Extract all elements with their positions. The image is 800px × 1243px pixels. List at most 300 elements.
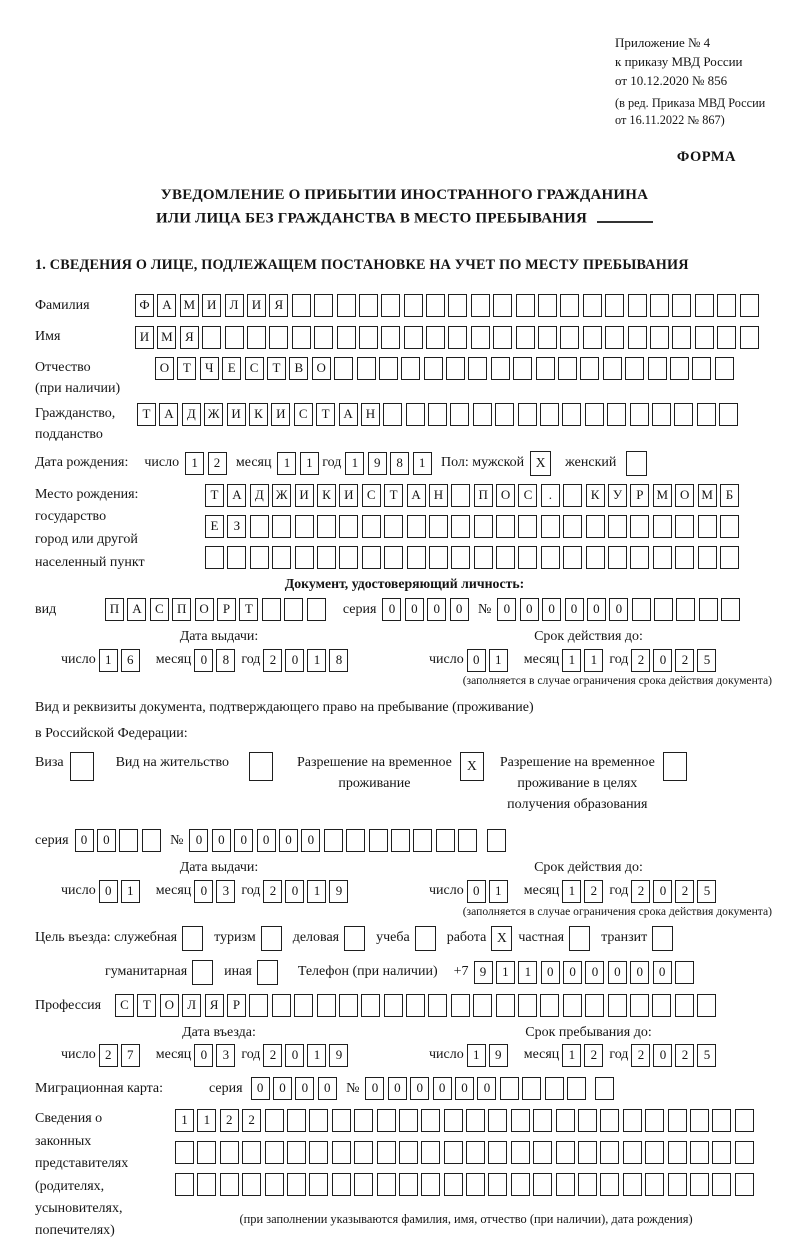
char-cell[interactable] <box>648 357 667 380</box>
char-cell[interactable] <box>556 1109 575 1132</box>
char-cell[interactable] <box>675 515 694 538</box>
char-cell[interactable]: 2 <box>263 649 282 672</box>
char-cell[interactable]: Т <box>384 484 403 507</box>
char-cell[interactable] <box>623 1109 642 1132</box>
char-cell[interactable]: 0 <box>410 1077 429 1100</box>
char-cell[interactable] <box>740 326 759 349</box>
char-cell[interactable]: Т <box>137 994 156 1017</box>
char-cell[interactable]: 1 <box>185 452 204 475</box>
char-cell[interactable] <box>287 1173 306 1196</box>
char-cell[interactable]: 0 <box>653 649 672 672</box>
char-cell[interactable] <box>600 1173 619 1196</box>
char-cell[interactable] <box>675 994 694 1017</box>
char-cell[interactable] <box>518 994 537 1017</box>
purpose-official-checkbox[interactable] <box>182 926 203 951</box>
char-cell[interactable] <box>533 1173 552 1196</box>
char-cell[interactable]: Н <box>429 484 448 507</box>
char-cell[interactable] <box>511 1173 530 1196</box>
char-cell[interactable] <box>712 1109 731 1132</box>
char-cell[interactable] <box>413 829 432 852</box>
char-cell[interactable]: К <box>249 403 268 426</box>
char-cell[interactable] <box>377 1141 396 1164</box>
char-cell[interactable] <box>491 357 510 380</box>
char-cell[interactable] <box>421 1109 440 1132</box>
char-cell[interactable] <box>468 357 487 380</box>
char-cell[interactable]: 1 <box>307 880 326 903</box>
char-cell[interactable]: 0 <box>450 598 469 621</box>
char-cell[interactable] <box>536 357 555 380</box>
char-cell[interactable]: 7 <box>121 1044 140 1067</box>
char-cell[interactable] <box>444 1141 463 1164</box>
char-cell[interactable] <box>324 829 343 852</box>
purpose-private-checkbox[interactable] <box>569 926 590 951</box>
char-cell[interactable]: 1 <box>307 649 326 672</box>
char-cell[interactable]: 1 <box>175 1109 194 1132</box>
char-cell[interactable] <box>426 294 445 317</box>
purpose-tourism-checkbox[interactable] <box>261 926 282 951</box>
char-cell[interactable] <box>563 546 582 569</box>
char-cell[interactable]: 1 <box>277 452 296 475</box>
char-cell[interactable]: 1 <box>121 880 140 903</box>
char-cell[interactable]: 2 <box>99 1044 118 1067</box>
char-cell[interactable] <box>541 515 560 538</box>
char-cell[interactable] <box>287 1109 306 1132</box>
char-cell[interactable] <box>466 1109 485 1132</box>
char-cell[interactable] <box>650 326 669 349</box>
char-cell[interactable] <box>540 994 559 1017</box>
char-cell[interactable]: И <box>247 294 266 317</box>
char-cell[interactable] <box>578 1109 597 1132</box>
char-cell[interactable]: И <box>271 403 290 426</box>
char-cell[interactable] <box>391 829 410 852</box>
char-cell[interactable] <box>309 1141 328 1164</box>
char-cell[interactable]: Е <box>222 357 241 380</box>
char-cell[interactable] <box>541 546 560 569</box>
char-cell[interactable]: 1 <box>496 961 515 984</box>
purpose-humanitarian-checkbox[interactable] <box>192 960 213 985</box>
char-cell[interactable] <box>675 546 694 569</box>
char-cell[interactable] <box>518 546 537 569</box>
char-cell[interactable]: М <box>180 294 199 317</box>
char-cell[interactable] <box>623 1173 642 1196</box>
char-cell[interactable]: П <box>172 598 191 621</box>
char-cell[interactable] <box>545 1077 564 1100</box>
char-cell[interactable] <box>407 546 426 569</box>
char-cell[interactable] <box>583 294 602 317</box>
char-cell[interactable]: Я <box>180 326 199 349</box>
char-cell[interactable] <box>444 1173 463 1196</box>
char-cell[interactable] <box>448 294 467 317</box>
char-cell[interactable] <box>645 1141 664 1164</box>
char-cell[interactable]: Р <box>227 994 246 1017</box>
char-cell[interactable]: И <box>202 294 221 317</box>
char-cell[interactable] <box>500 1077 519 1100</box>
char-cell[interactable]: Я <box>269 294 288 317</box>
char-cell[interactable]: 2 <box>631 649 650 672</box>
char-cell[interactable]: 0 <box>382 598 401 621</box>
char-cell[interactable] <box>119 829 138 852</box>
char-cell[interactable]: М <box>157 326 176 349</box>
char-cell[interactable]: 0 <box>587 598 606 621</box>
char-cell[interactable] <box>332 1141 351 1164</box>
char-cell[interactable] <box>522 1077 541 1100</box>
char-cell[interactable]: 0 <box>653 961 672 984</box>
char-cell[interactable]: 0 <box>365 1077 384 1100</box>
char-cell[interactable]: 2 <box>675 880 694 903</box>
char-cell[interactable] <box>317 546 336 569</box>
char-cell[interactable] <box>563 515 582 538</box>
char-cell[interactable] <box>583 326 602 349</box>
char-cell[interactable]: М <box>698 484 717 507</box>
char-cell[interactable] <box>357 357 376 380</box>
char-cell[interactable] <box>295 515 314 538</box>
char-cell[interactable] <box>513 357 532 380</box>
char-cell[interactable] <box>628 326 647 349</box>
char-cell[interactable] <box>202 326 221 349</box>
char-cell[interactable]: А <box>339 403 358 426</box>
char-cell[interactable] <box>421 1173 440 1196</box>
char-cell[interactable] <box>337 326 356 349</box>
char-cell[interactable] <box>334 357 353 380</box>
char-cell[interactable] <box>595 1077 614 1100</box>
char-cell[interactable] <box>493 326 512 349</box>
char-cell[interactable] <box>608 994 627 1017</box>
char-cell[interactable] <box>560 294 579 317</box>
char-cell[interactable]: 0 <box>194 649 213 672</box>
char-cell[interactable]: 0 <box>467 880 486 903</box>
char-cell[interactable] <box>428 403 447 426</box>
char-cell[interactable] <box>197 1141 216 1164</box>
char-cell[interactable]: 2 <box>584 1044 603 1067</box>
char-cell[interactable] <box>250 546 269 569</box>
char-cell[interactable]: Т <box>137 403 156 426</box>
char-cell[interactable]: С <box>362 484 381 507</box>
char-cell[interactable]: 2 <box>584 880 603 903</box>
char-cell[interactable] <box>451 484 470 507</box>
char-cell[interactable] <box>269 326 288 349</box>
char-cell[interactable] <box>538 294 557 317</box>
char-cell[interactable] <box>653 546 672 569</box>
char-cell[interactable]: 0 <box>212 829 231 852</box>
char-cell[interactable]: О <box>675 484 694 507</box>
char-cell[interactable] <box>429 546 448 569</box>
char-cell[interactable] <box>600 1109 619 1132</box>
char-cell[interactable] <box>426 326 445 349</box>
char-cell[interactable] <box>695 326 714 349</box>
char-cell[interactable]: Ф <box>135 294 154 317</box>
char-cell[interactable] <box>699 598 718 621</box>
char-cell[interactable] <box>580 357 599 380</box>
char-cell[interactable] <box>421 1141 440 1164</box>
char-cell[interactable]: 1 <box>489 649 508 672</box>
char-cell[interactable]: А <box>159 403 178 426</box>
char-cell[interactable]: С <box>518 484 537 507</box>
char-cell[interactable] <box>424 357 443 380</box>
char-cell[interactable]: 9 <box>368 452 387 475</box>
char-cell[interactable] <box>496 515 515 538</box>
char-cell[interactable] <box>175 1141 194 1164</box>
char-cell[interactable] <box>695 294 714 317</box>
char-cell[interactable] <box>608 515 627 538</box>
char-cell[interactable] <box>332 1173 351 1196</box>
char-cell[interactable] <box>720 515 739 538</box>
char-cell[interactable]: 0 <box>301 829 320 852</box>
char-cell[interactable]: 1 <box>562 649 581 672</box>
char-cell[interactable] <box>605 294 624 317</box>
char-cell[interactable] <box>404 326 423 349</box>
char-cell[interactable]: Ж <box>272 484 291 507</box>
char-cell[interactable] <box>292 326 311 349</box>
char-cell[interactable] <box>558 357 577 380</box>
char-cell[interactable]: 0 <box>285 1044 304 1067</box>
char-cell[interactable] <box>740 294 759 317</box>
char-cell[interactable] <box>384 515 403 538</box>
char-cell[interactable] <box>339 546 358 569</box>
char-cell[interactable]: 0 <box>542 598 561 621</box>
residence-permit-checkbox[interactable] <box>249 752 273 781</box>
char-cell[interactable] <box>471 326 490 349</box>
char-cell[interactable]: 2 <box>263 880 282 903</box>
char-cell[interactable] <box>262 598 281 621</box>
purpose-study-checkbox[interactable] <box>415 926 436 951</box>
char-cell[interactable] <box>473 403 492 426</box>
char-cell[interactable] <box>309 1173 328 1196</box>
char-cell[interactable] <box>339 994 358 1017</box>
char-cell[interactable] <box>451 546 470 569</box>
char-cell[interactable] <box>670 357 689 380</box>
char-cell[interactable]: 0 <box>565 598 584 621</box>
char-cell[interactable]: 2 <box>631 1044 650 1067</box>
char-cell[interactable] <box>220 1173 239 1196</box>
char-cell[interactable] <box>735 1141 754 1164</box>
char-cell[interactable]: 1 <box>197 1109 216 1132</box>
char-cell[interactable]: 0 <box>295 1077 314 1100</box>
char-cell[interactable] <box>672 326 691 349</box>
purpose-transit-checkbox[interactable] <box>652 926 673 951</box>
char-cell[interactable] <box>175 1173 194 1196</box>
char-cell[interactable] <box>720 546 739 569</box>
char-cell[interactable]: 1 <box>300 452 319 475</box>
char-cell[interactable]: П <box>105 598 124 621</box>
char-cell[interactable] <box>309 1109 328 1132</box>
char-cell[interactable] <box>630 515 649 538</box>
char-cell[interactable] <box>451 994 470 1017</box>
char-cell[interactable]: 0 <box>433 1077 452 1100</box>
char-cell[interactable] <box>242 1173 261 1196</box>
char-cell[interactable] <box>735 1109 754 1132</box>
char-cell[interactable]: 5 <box>697 880 716 903</box>
char-cell[interactable] <box>401 357 420 380</box>
char-cell[interactable]: С <box>245 357 264 380</box>
char-cell[interactable] <box>672 294 691 317</box>
char-cell[interactable]: И <box>135 326 154 349</box>
char-cell[interactable] <box>404 294 423 317</box>
char-cell[interactable] <box>272 994 291 1017</box>
char-cell[interactable]: Т <box>205 484 224 507</box>
char-cell[interactable] <box>317 994 336 1017</box>
char-cell[interactable] <box>712 1141 731 1164</box>
char-cell[interactable] <box>381 326 400 349</box>
char-cell[interactable] <box>603 357 622 380</box>
char-cell[interactable]: Е <box>205 515 224 538</box>
char-cell[interactable] <box>242 1141 261 1164</box>
char-cell[interactable]: Р <box>217 598 236 621</box>
char-cell[interactable] <box>488 1173 507 1196</box>
char-cell[interactable]: С <box>150 598 169 621</box>
char-cell[interactable] <box>645 1173 664 1196</box>
char-cell[interactable] <box>377 1109 396 1132</box>
char-cell[interactable] <box>563 484 582 507</box>
char-cell[interactable] <box>717 326 736 349</box>
char-cell[interactable]: Д <box>250 484 269 507</box>
char-cell[interactable] <box>142 829 161 852</box>
char-cell[interactable]: 0 <box>189 829 208 852</box>
char-cell[interactable] <box>690 1141 709 1164</box>
char-cell[interactable]: 5 <box>697 649 716 672</box>
char-cell[interactable] <box>735 1173 754 1196</box>
char-cell[interactable]: А <box>127 598 146 621</box>
char-cell[interactable] <box>518 515 537 538</box>
char-cell[interactable]: С <box>115 994 134 1017</box>
char-cell[interactable]: Ч <box>200 357 219 380</box>
char-cell[interactable]: 0 <box>563 961 582 984</box>
char-cell[interactable]: О <box>160 994 179 1017</box>
char-cell[interactable]: . <box>541 484 560 507</box>
char-cell[interactable]: 0 <box>273 1077 292 1100</box>
char-cell[interactable]: 8 <box>390 452 409 475</box>
char-cell[interactable]: 9 <box>329 880 348 903</box>
char-cell[interactable]: 1 <box>518 961 537 984</box>
char-cell[interactable]: 2 <box>631 880 650 903</box>
char-cell[interactable] <box>625 357 644 380</box>
char-cell[interactable] <box>406 403 425 426</box>
char-cell[interactable] <box>205 546 224 569</box>
char-cell[interactable] <box>332 1109 351 1132</box>
char-cell[interactable]: 0 <box>99 880 118 903</box>
char-cell[interactable] <box>265 1109 284 1132</box>
char-cell[interactable]: Д <box>182 403 201 426</box>
char-cell[interactable]: В <box>289 357 308 380</box>
char-cell[interactable] <box>471 294 490 317</box>
char-cell[interactable]: 0 <box>520 598 539 621</box>
char-cell[interactable] <box>600 1141 619 1164</box>
char-cell[interactable] <box>496 546 515 569</box>
char-cell[interactable] <box>668 1141 687 1164</box>
char-cell[interactable] <box>586 515 605 538</box>
char-cell[interactable] <box>690 1173 709 1196</box>
char-cell[interactable] <box>250 515 269 538</box>
char-cell[interactable] <box>466 1173 485 1196</box>
char-cell[interactable] <box>511 1109 530 1132</box>
char-cell[interactable] <box>317 515 336 538</box>
char-cell[interactable] <box>630 546 649 569</box>
char-cell[interactable] <box>533 1109 552 1132</box>
char-cell[interactable] <box>719 403 738 426</box>
char-cell[interactable] <box>369 829 388 852</box>
char-cell[interactable] <box>690 1109 709 1132</box>
char-cell[interactable] <box>717 294 736 317</box>
char-cell[interactable] <box>623 1141 642 1164</box>
char-cell[interactable]: 0 <box>467 649 486 672</box>
char-cell[interactable] <box>354 1141 373 1164</box>
char-cell[interactable] <box>383 403 402 426</box>
char-cell[interactable] <box>715 357 734 380</box>
char-cell[interactable] <box>495 403 514 426</box>
char-cell[interactable]: 0 <box>318 1077 337 1100</box>
char-cell[interactable] <box>652 403 671 426</box>
char-cell[interactable] <box>650 294 669 317</box>
char-cell[interactable]: 3 <box>216 880 235 903</box>
char-cell[interactable]: 0 <box>653 1044 672 1067</box>
char-cell[interactable]: 0 <box>257 829 276 852</box>
char-cell[interactable] <box>446 357 465 380</box>
char-cell[interactable] <box>359 326 378 349</box>
char-cell[interactable] <box>284 598 303 621</box>
char-cell[interactable]: 0 <box>285 880 304 903</box>
char-cell[interactable] <box>473 994 492 1017</box>
char-cell[interactable] <box>608 546 627 569</box>
char-cell[interactable]: З <box>227 515 246 538</box>
purpose-work-checkbox[interactable]: X <box>491 926 512 951</box>
char-cell[interactable] <box>563 994 582 1017</box>
char-cell[interactable] <box>712 1173 731 1196</box>
char-cell[interactable]: 1 <box>562 880 581 903</box>
char-cell[interactable] <box>675 961 694 984</box>
char-cell[interactable] <box>692 357 711 380</box>
char-cell[interactable] <box>429 515 448 538</box>
char-cell[interactable]: 9 <box>474 961 493 984</box>
char-cell[interactable] <box>428 994 447 1017</box>
char-cell[interactable] <box>307 598 326 621</box>
char-cell[interactable] <box>265 1173 284 1196</box>
char-cell[interactable] <box>249 994 268 1017</box>
char-cell[interactable]: А <box>227 484 246 507</box>
char-cell[interactable]: Н <box>361 403 380 426</box>
char-cell[interactable]: И <box>227 403 246 426</box>
char-cell[interactable] <box>292 294 311 317</box>
char-cell[interactable]: 1 <box>99 649 118 672</box>
char-cell[interactable] <box>585 403 604 426</box>
char-cell[interactable] <box>339 515 358 538</box>
char-cell[interactable] <box>697 994 716 1017</box>
char-cell[interactable] <box>354 1109 373 1132</box>
char-cell[interactable]: 2 <box>675 1044 694 1067</box>
char-cell[interactable] <box>448 326 467 349</box>
char-cell[interactable]: А <box>157 294 176 317</box>
char-cell[interactable] <box>488 1141 507 1164</box>
char-cell[interactable]: О <box>496 484 515 507</box>
char-cell[interactable] <box>487 829 506 852</box>
sex-female-checkbox[interactable] <box>626 451 647 476</box>
char-cell[interactable]: С <box>294 403 313 426</box>
char-cell[interactable]: Л <box>182 994 201 1017</box>
char-cell[interactable] <box>567 1077 586 1100</box>
char-cell[interactable]: 2 <box>220 1109 239 1132</box>
char-cell[interactable] <box>379 357 398 380</box>
char-cell[interactable]: Т <box>239 598 258 621</box>
char-cell[interactable] <box>406 994 425 1017</box>
char-cell[interactable] <box>399 1109 418 1132</box>
char-cell[interactable] <box>488 1109 507 1132</box>
char-cell[interactable]: 0 <box>251 1077 270 1100</box>
char-cell[interactable]: М <box>653 484 672 507</box>
char-cell[interactable]: 0 <box>75 829 94 852</box>
char-cell[interactable]: 0 <box>455 1077 474 1100</box>
char-cell[interactable]: 1 <box>307 1044 326 1067</box>
char-cell[interactable]: П <box>474 484 493 507</box>
char-cell[interactable]: 3 <box>216 1044 235 1067</box>
char-cell[interactable]: Т <box>267 357 286 380</box>
